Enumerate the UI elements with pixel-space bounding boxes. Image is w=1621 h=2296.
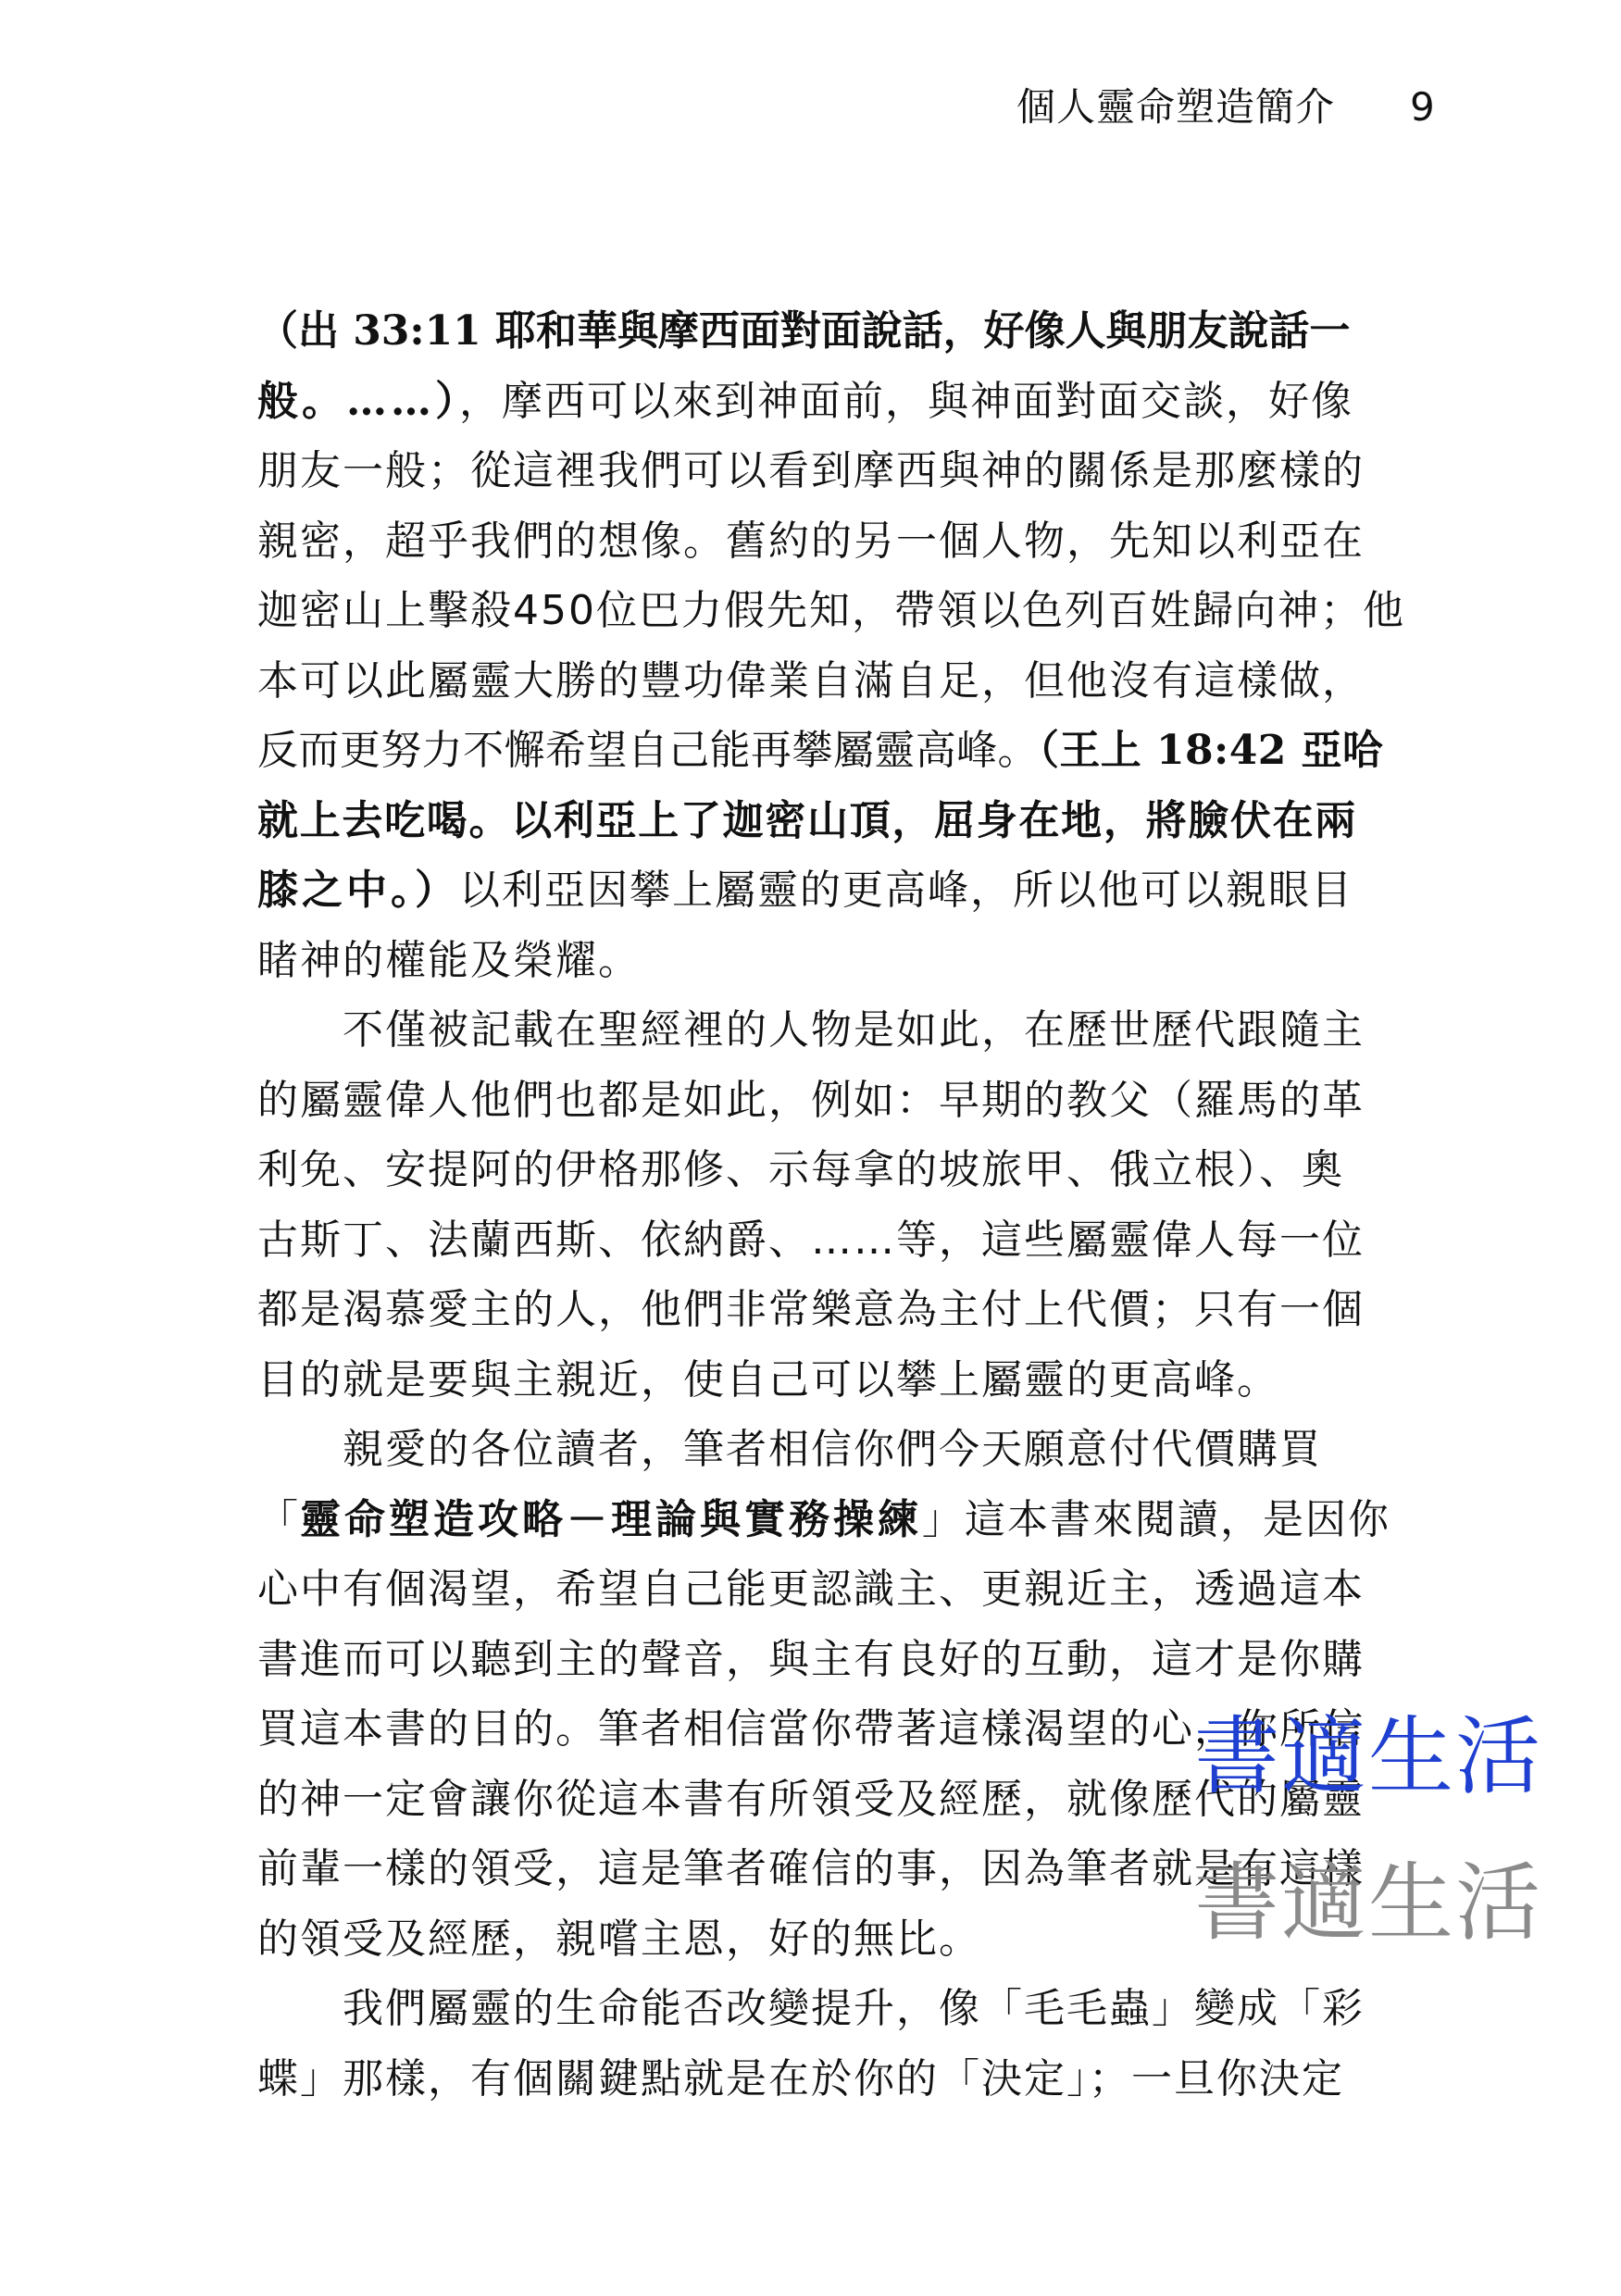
text-segment: 睹神的權能及榮耀。 [257, 936, 641, 984]
text-line [257, 1554, 1405, 1625]
text-line [257, 995, 1405, 1066]
text-line [257, 296, 1405, 367]
scripture-quote: 般。……） [257, 377, 459, 425]
text-segment: 心中有個渴望，希望自己能更認識主、更親近主，透過這本 [257, 1566, 1365, 1613]
scripture-quote: 靈命塑造攻略－理論與實務操練 [300, 1495, 922, 1543]
text-line [257, 1974, 1405, 2044]
text-line [257, 1135, 1405, 1205]
text-line [257, 646, 1405, 717]
text-line [257, 2044, 1405, 2115]
text-segment: 利免、安提阿的伊格那修、示每拿的坡旅甲、俄立根）、奧 [257, 1146, 1344, 1193]
chapter-title: 個人靈命塑造簡介 [1016, 84, 1336, 130]
text-segment: 迦密山上擊殺450位巴力假先知，帶領以色列百姓歸向神；他 [257, 587, 1405, 634]
body-text [257, 296, 1405, 2114]
text-line [257, 436, 1405, 506]
text-line [257, 576, 1405, 646]
text-line [257, 1275, 1405, 1345]
watermark-gray: 書適生活 [1194, 1853, 1543, 1953]
text-segment: 的屬靈偉人他們也都是如此，例如：早期的教父（羅馬的革 [257, 1076, 1365, 1124]
text-segment: 蝶」那樣，有個關鍵點就是在於你的「決定」；一旦你決定 [257, 2054, 1344, 2103]
paragraph [257, 296, 1405, 995]
text-segment: 都是渴慕愛主的人，他們非常樂意為主付上代價；只有一個 [257, 1286, 1365, 1333]
page-number: 9 [1410, 84, 1435, 130]
text-line [257, 716, 1405, 786]
text-segment: 」這本書來閱讀，是因你 [922, 1495, 1390, 1543]
text-line [257, 926, 1405, 996]
text-line [257, 1415, 1405, 1485]
text-line [257, 1066, 1405, 1136]
text-segment: 不僅被記載在聖經裡的人物是如此，在歷世歷代跟隨主 [343, 1006, 1365, 1054]
scripture-quote: （出 33:11 耶和華與摩西面對面說話，好像人與朋友說話一 [257, 307, 1351, 355]
text-segment: 反而更努力不懈希望自己能再攀屬靈高峰。 [257, 727, 1039, 774]
scripture-quote: 就上去吃喝。以利亞上了迦密山頂，屈身在地，將臉伏在兩 [257, 796, 1357, 844]
text-line [257, 506, 1405, 577]
text-line [257, 1485, 1405, 1555]
text-segment: 前輩一樣的領受，這是筆者確信的事，因為筆者就是有這樣 [257, 1845, 1365, 1892]
text-line [257, 1205, 1405, 1276]
scripture-quote: （王上 18:42 亞哈 [1038, 727, 1384, 774]
scripture-quote: 膝之中。） [257, 867, 459, 914]
text-line [257, 367, 1405, 437]
text-segment: 「 [257, 1495, 300, 1543]
running-header [1016, 81, 1498, 133]
text-segment: 書進而可以聽到主的聲音，與主有良好的互動，這才是你購 [257, 1635, 1365, 1683]
text-segment: 古斯丁、法蘭西斯、依納爵、……等，這些屬靈偉人每一位 [257, 1216, 1365, 1264]
text-segment: 親密，超乎我們的想像。舊約的另一個人物，先知以利亞在 [257, 517, 1365, 565]
text-segment: 的領受及經歷，親嚐主恩，好的無比。 [257, 1915, 981, 1963]
text-line [257, 855, 1405, 926]
watermark-blue: 書適生活 [1194, 1707, 1543, 1806]
text-segment: 買這本書的目的。筆者相信當你帶著這樣渴望的心，你所信 [257, 1705, 1365, 1753]
text-segment: 目的就是要與主親近，使自己可以攀上屬靈的更高峰。 [257, 1355, 1279, 1404]
paragraph [257, 995, 1405, 1415]
text-segment: 本可以此屬靈大勝的豐功偉業自滿自足，但他沒有這樣做， [257, 656, 1365, 705]
text-segment: ，摩西可以來到神面前，與神面對面交談，好像 [459, 377, 1353, 425]
text-segment: 以利亞因攀上屬靈的更高峰，所以他可以親眼目 [459, 867, 1353, 914]
text-line [257, 1345, 1405, 1416]
text-line [257, 1625, 1405, 1695]
text-segment: 親愛的各位讀者，筆者相信你們今天願意付代價購買 [343, 1426, 1322, 1473]
text-segment: 的神一定會讓你從這本書有所領受及經歷，就像歷代的屬靈 [257, 1775, 1365, 1823]
text-segment: 我們屬靈的生命能否改變提升，像「毛毛蟲」變成「彩 [343, 1985, 1365, 2032]
text-segment: 朋友一般；從這裡我們可以看到摩西與神的關係是那麼樣的 [257, 447, 1365, 494]
text-line [257, 786, 1405, 856]
paragraph [257, 1974, 1405, 2114]
